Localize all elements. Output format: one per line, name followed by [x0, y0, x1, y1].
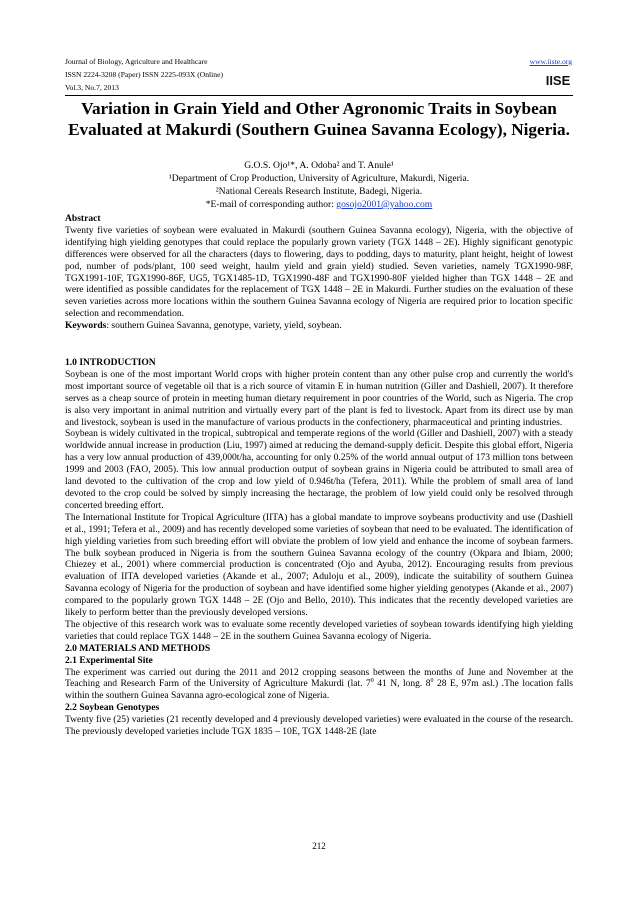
- email-label: *E-mail of corresponding author:: [205, 199, 337, 210]
- methods-paragraph-2: Twenty five (25) varieties (21 recently developed and 4 previously developed varieties) were evaluated in the course of the research. The previously developed varieties include TGX 1835 – 10E, TGX 1448-2E (late: [65, 714, 573, 738]
- abstract-section: [65, 213, 573, 332]
- journal-volume: Vol.3, No.7, 2013: [65, 83, 119, 92]
- journal-name: Journal of Biology, Agriculture and Healthcare: [65, 57, 208, 66]
- header-rule: [65, 95, 573, 96]
- intro-paragraph-2: Soybean is widely cultivated in the tropical, subtropical and temperate regions of the world (Giller and Dashiell, 2007) with a steady worldwide annual increase in production (Liu, 1997) aimed at reducing the demand-supply deficit. Despite this global effort, Nigeria has a very low annual production of 439,000t/ha, accounting for only 0.25% of the world annual output of 173 million tons between 1999 and 2003 (FAO, 2005). This low annual production output of soybean grains in Nigeria could be attributed to small area of land devoted to the cultivation of the crop and low yield of 0.946t/ha (Tefera, 2011). While the problem of small area of land devoted to the crop could be solved by simply increasing the hectarage, the problem of low yield could only be resolved through concerted breeding effort.: [65, 428, 573, 511]
- methods-paragraph-1: The experiment was carried out during the 2011 and 2012 cropping seasons between the months of June and November at the Teaching and Research Farm of the University of Agriculture Makurdi (lat. $7^0$ 41 N, long. $8^0$ 28 E, 97m asl.) .The location falls within the southern Guinea Savanna agro-ecological zone of Nigeria.: [65, 666, 573, 702]
- subsection-soybean-genotypes: 2.2 Soybean Genotypes: [65, 702, 160, 714]
- intro-paragraph-1: Soybean is one of the most important World crops with higher protein content than any other pulse crop and currently the world's most important source of vegetable oil that is a rich source of vitamin E in human nutrition (Giller and Dashiell, 2007). It therefore serves as a cheap source of protein in meeting human dietary requirement in poor countries of the World, such as Nigeria. The crop is also very important in animal nutrition and virtually every part of the plant is fed to livestock. Apart from its direct use by man and livestock, soybean is used in the manufacture of various products in the confectionery, pharmaceutical and printing industries.: [65, 368, 573, 428]
- intro-paragraph-3: The International Institute for Tropical Agriculture (IITA) has a global mandate to improve soybeans productivity and use (Dashiell et al., 1991; Tefera et al., 2009) and has recently developed some varieties of soybean that need to be evaluated. The identification of high yielding varieties from such breeding effort will obviate the problem of low yield and enhance the income of soybean farmers. The bulk soybean produced in Nigeria is from the southern Guinea Savanna ecology of the country (Okpara and Ibiam, 2000; Chiezey et al., 2001) where commercial production is concentrated (Ojo and Ayuba, 2012). Encouraging results from previous evaluation of IITA developed varieties (Akande et al., 2007; Aduloju et al., 2009), indicate the suitability of southern Guinea Savanna ecology of Nigeria for the production of soybean and have identified some higher yielding genotypes (Akande et al., 2007) compared to the popularly grown TGX 1448 – 2E (Ojo and Bello, 2010). This indicates that the recently developed varieties are likely to perform better than the previously developed versions.: [65, 511, 573, 619]
- keywords-text: : southern Guinea Savanna, genotype, variety, yield, soybean.: [106, 320, 342, 332]
- introduction-section: [65, 357, 573, 738]
- affiliation-2: ²National Cereals Research Institute, Badegi, Nigeria.: [215, 186, 423, 197]
- keywords-line: [65, 320, 573, 332]
- iiste-logo-text: IISE: [545, 73, 571, 88]
- methods-heading: 2.0 MATERIALS AND METHODS: [65, 642, 211, 654]
- paper-title: Variation in Grain Yield and Other Agronomic Traits in Soybean Evaluated at Makurdi (Southern Guinea Savanna Ecology), Nigeria.: [68, 99, 570, 139]
- page-number: 212: [312, 841, 326, 851]
- subsection-experimental-site: 2.1 Experimental Site: [65, 654, 153, 666]
- keywords-label: Keywords: [65, 320, 107, 332]
- iiste-logo: [544, 68, 572, 90]
- journal-issn: ISSN 2224-3208 (Paper) ISSN 2225-093X (Online): [65, 70, 223, 79]
- abstract-text: Twenty five varieties of soybean were evaluated in Makurdi (southern Guinea Savanna ecology), Nigeria, with the objective of identifying high yielding genotypes that could replace the popularly grown variety (TGX 1448 – 2E). Highly significant genotypic differences were observed for all the characters (days to flowering, days to podding, days to maturity, plant height, height of lowest pod, number of pods/plant, 100 seed weight, haulm yield and grain yield) studied. Seven varieties, namely TGX1990-98F, TGX1991-10F, TGX1990-86F, UG5, TGX1485-1D, TGX1990-48F and TGX1990-80F yielded higher than TGX 1448 – 2E and were identified as possible candidates for the replacement of TGX 1448 – 2E in Makurdi. Further studies on the evaluation of these seven varieties across more locations within the southern Guinea Savanna ecology of Nigeria are required prior to location specific selection and recommendation.: [65, 224, 573, 320]
- paper-authors: G.O.S. Ojo¹*, A. Odoba² and T. Anule¹: [244, 160, 394, 171]
- affiliation-1: ¹Department of Crop Production, University of Agriculture, Makurdi, Nigeria.: [168, 173, 470, 184]
- corresponding-author: [65, 199, 573, 211]
- author-email-link[interactable]: gosojo2001@yahoo.com: [336, 199, 433, 210]
- journal-website-link[interactable]: www.iiste.org: [529, 57, 572, 66]
- intro-heading: 1.0 INTRODUCTION: [65, 357, 156, 368]
- intro-paragraph-4: The objective of this research work was to evaluate some recently developed varieties of soybean towards identifying high yielding varieties that could replace TGX 1448 – 2E in the southern Guinea Savanna ecology of Nigeria.: [65, 618, 573, 642]
- abstract-heading: Abstract: [65, 213, 101, 224]
